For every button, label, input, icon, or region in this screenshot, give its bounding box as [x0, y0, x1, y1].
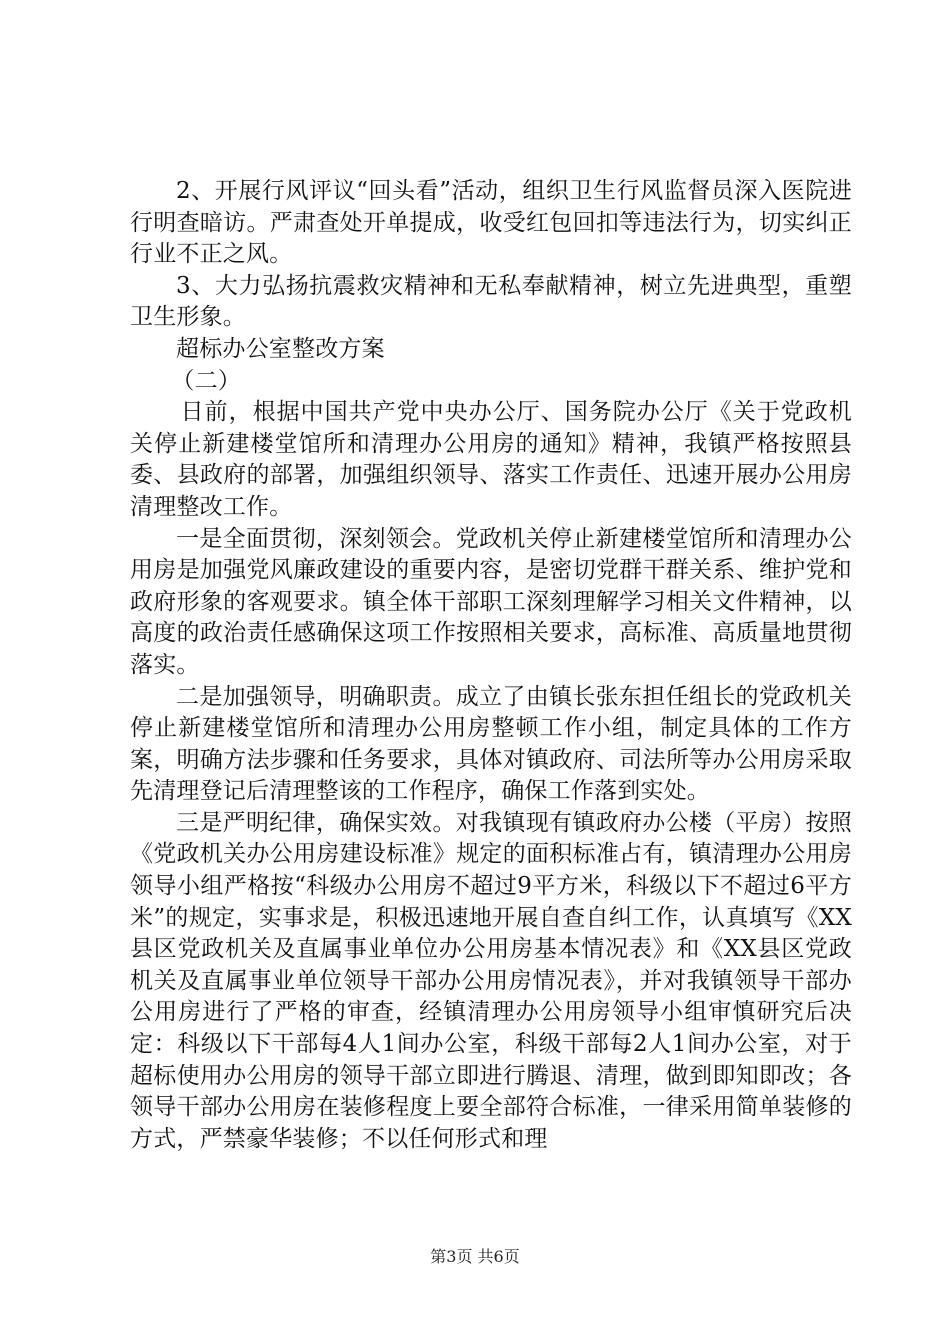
paragraph-item-3: 3、大力弘扬抗震救灾精神和无私奉献精神，树立先进典型，重塑卫生形象。 — [130, 272, 852, 331]
page-footer: 第3页 共6页 — [430, 1247, 520, 1266]
paragraph-point-3: 三是严明纪律，确保实效。对我镇现有镇政府办公楼（平房）按照《党政机关办公用房建设标准》规定的面积标准占有，镇清理办公用房领导小组严格按“科级办公用房不超过9平方米，科级以下不超过6平方米”的规定，实事求是，积极迅速地开展自查自纠工作，认真填写《XX县区党政机关及直属事业单位办公用房基本情况表》和《XX县区党政机关及直属事业单位领导干部办公用房情况表》，并对我镇领导干部办公用房进行了严格的审查，经镇清理办公用房领导小组审慎研究后决定：科级以下干部每4人1间办公室，科级干部每2人1间办公室，对于超标使用办公用房的领导干部立即进行腾退、清理，做到即知即改；各领导干部办公用房在装修程度上要全部符合标准，一律采用简单装修的方式，严禁豪华装修；不以任何形式和理 — [130, 809, 852, 1152]
paragraph-item-2: 2、开展行风评议“回头看”活动，组织卫生行风监督员深入医院进行明查暗访。严肃查处开单提成，收受红包回扣等违法行为，切实纠正行业不正之风。 — [130, 178, 852, 268]
intro-paragraph: 日前，根据中国共产党中央办公厅、国务院办公厅《关于党政机关停止新建楼堂馆所和清理办公用房的通知》精神，我镇严格按照县委、县政府的部署，加强组织领导、落实工作责任、迅速开展办公用房清理整改工作。 — [130, 399, 852, 520]
document-body — [130, 176, 852, 1155]
paragraph-point-2: 二是加强领导，明确职责。成立了由镇长张东担任组长的党政机关停止新建楼堂馆所和清理办公用房整顿工作小组，制定具体的工作方案，明确方法步骤和任务要求，具体对镇政府、司法所等办公用房采取先清理登记后清理整该的工作程序，确保工作落到实处。 — [130, 683, 852, 805]
section-number: （二） — [171, 367, 241, 394]
section-title: 超标办公室整改方案 — [176, 335, 385, 362]
paragraph-point-1: 一是全面贯彻，深刻领会。党政机关停止新建楼堂馆所和清理办公用房是加强党风廉政建设的重要内容，是密切党群干群关系、维护党和政府形象的客观要求。镇全体干部职工深刻理解学习相关文件精神，以高度的政治责任感确保这项工作按照相关要求，高标准、高质量地贯彻落实。 — [130, 525, 852, 678]
